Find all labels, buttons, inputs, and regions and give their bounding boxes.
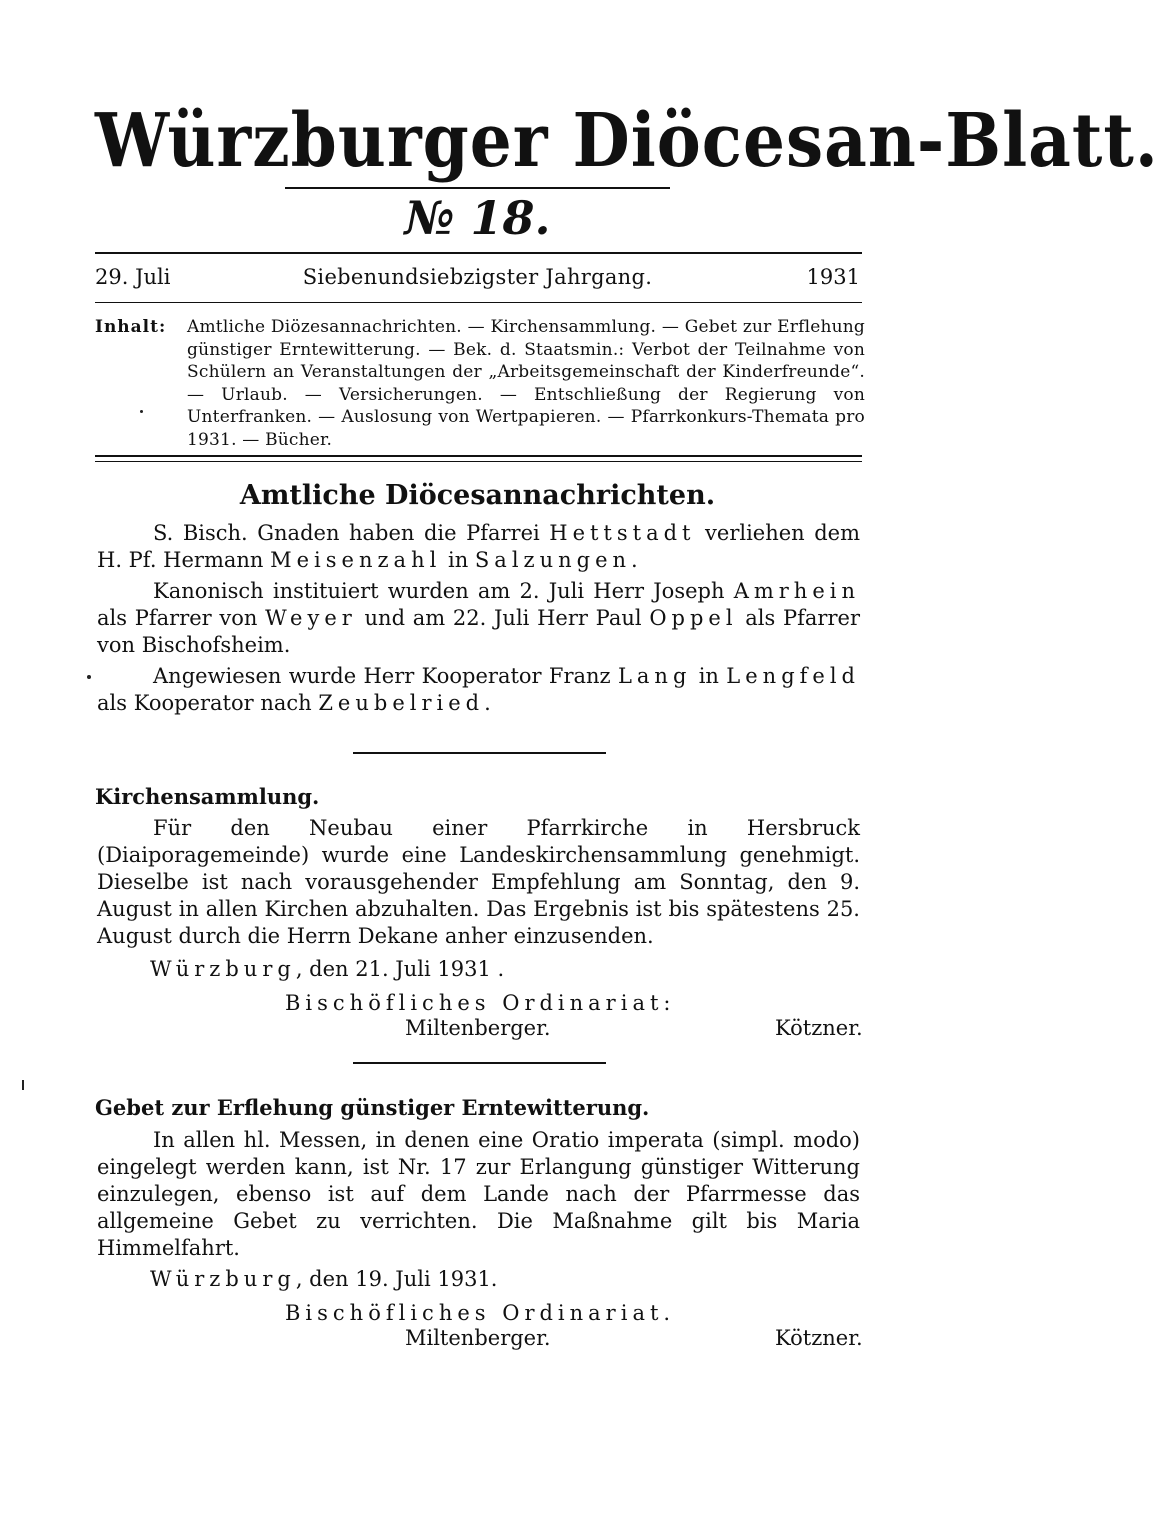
text-run: als Pfarrer von	[97, 606, 266, 630]
news-paragraph-2	[97, 578, 860, 659]
dateline-bottom-rule	[95, 302, 862, 303]
text-run: Kanonisch instituiert wurden am 2. Juli Herr Joseph	[153, 579, 734, 603]
prayer-paragraph: In allen hl. Messen, in denen eine Oratio imperata (simpl. modo) eingelegt werden kann, ist Nr. 17 zur Erlangung günstiger Witterung einzulegen, ebenso ist auf dem Lande nach der Pfarrmesse das allgemeine Gebet zu verrichten. Die Maßnahme gilt bis Maria Himmelfahrt.	[97, 1128, 860, 1260]
collection-office: Bischöfliches Ordinariat:	[285, 991, 676, 1015]
section-heading-collection: Kirchensammlung.	[95, 784, 320, 809]
place-name: Hettstadt	[549, 521, 696, 545]
place-name: Zeubelried	[318, 691, 485, 715]
person-name: Amrhein	[733, 579, 860, 603]
text-run: .	[484, 691, 491, 715]
prayer-office: Bischöfliches Ordinariat.	[285, 1301, 676, 1325]
contents-rule-bottom	[95, 461, 862, 462]
prayer-signer-left: Miltenberger.	[405, 1326, 551, 1350]
news-paragraphs	[97, 520, 860, 717]
news-paragraph-3	[97, 663, 860, 717]
masthead-title: Würzburger Diöcesan-Blatt.	[95, 96, 1159, 184]
contents-text: Amtliche Diözesannachrichten. — Kirchensammlung. — Gebet zur Erflehung günstiger Erntewitterung. — Bek. d. Staatsmin.: Verbot der Teilnahme von Schülern an Veranstaltungen der „Arbeitsgemeinschaft der Kinderfreunde“. — Urlaub. — Versicherungen. — Entschließung der Regierung von Unterfranken. — Auslosung von Wertpapieren. — Pfarrkonkurs-Themata pro 1931. — Bücher.	[187, 317, 865, 450]
text-run: verliehen dem H. Pf. Hermann	[97, 521, 861, 572]
text-run: als Pfarrer von Bischofsheim.	[97, 606, 860, 657]
prayer-dateline	[150, 1266, 497, 1293]
collection-body	[97, 815, 860, 950]
issue-year: 1931	[806, 265, 860, 289]
place-name: Würzburg	[150, 1267, 296, 1291]
text-run: als Kooperator nach	[97, 691, 319, 715]
signoff-date: , den 21. Juli 1931 .	[295, 957, 505, 981]
issue-number: № 18.	[404, 191, 551, 245]
news-paragraph-1	[97, 520, 860, 574]
prayer-body	[97, 1127, 860, 1262]
section-heading-news: Amtliche Diöcesannachrichten.	[239, 480, 716, 511]
contents-rule-top	[95, 455, 862, 457]
collection-dateline	[150, 956, 504, 983]
text-run: .	[631, 548, 638, 572]
person-name: Oppel	[649, 606, 738, 630]
section-heading-prayer: Gebet zur Erflehung günstiger Erntewitterung.	[95, 1095, 650, 1120]
dateline-top-rule	[95, 252, 862, 254]
dateline	[95, 262, 860, 292]
text-run: Angewiesen wurde Herr Kooperator Franz	[153, 664, 618, 688]
collection-signer-left: Miltenberger.	[405, 1016, 551, 1040]
prayer-signer-right: Kötzner.	[775, 1326, 863, 1350]
collection-signer-right: Kötzner.	[775, 1016, 863, 1040]
print-speck	[140, 410, 143, 413]
print-speck	[87, 675, 91, 679]
person-name: Lang	[617, 664, 692, 688]
signoff-date: , den 19. Juli 1931.	[295, 1267, 498, 1291]
place-name: Würzburg	[150, 957, 296, 981]
place-name: Weyer	[265, 606, 357, 630]
person-name: Meisenzahl	[270, 548, 442, 572]
volume-label: Siebenundsiebzigster Jahrgang.	[302, 265, 653, 289]
place-name: Salzungen	[474, 548, 632, 572]
section-divider-2	[353, 1062, 606, 1064]
print-speck	[22, 1080, 24, 1090]
place-name: Lengfeld	[726, 664, 860, 688]
masthead-rule	[285, 187, 670, 189]
issue-date: 29. Juli	[95, 265, 171, 289]
contents-label: Inhalt:	[95, 317, 167, 337]
text-run: in	[691, 664, 727, 688]
collection-paragraph: Für den Neubau einer Pfarrkirche in Hersbruck (Diaiporagemeinde) wurde eine Landeskirchensammlung genehmigt. Dieselbe ist nach vorausgehender Empfehlung am Sonntag, den 9. August in allen Kirchen abzuhalten. Das Ergebnis ist bis spätestens 25. August durch die Herrn Dekane anher einzusenden.	[97, 816, 860, 948]
text-run: in	[441, 548, 475, 572]
text-run: S. Bisch. Gnaden haben die Pfarrei	[153, 521, 550, 545]
section-divider-1	[353, 752, 606, 754]
text-run: und am 22. Juli Herr Paul	[356, 606, 650, 630]
table-of-contents	[95, 316, 865, 451]
